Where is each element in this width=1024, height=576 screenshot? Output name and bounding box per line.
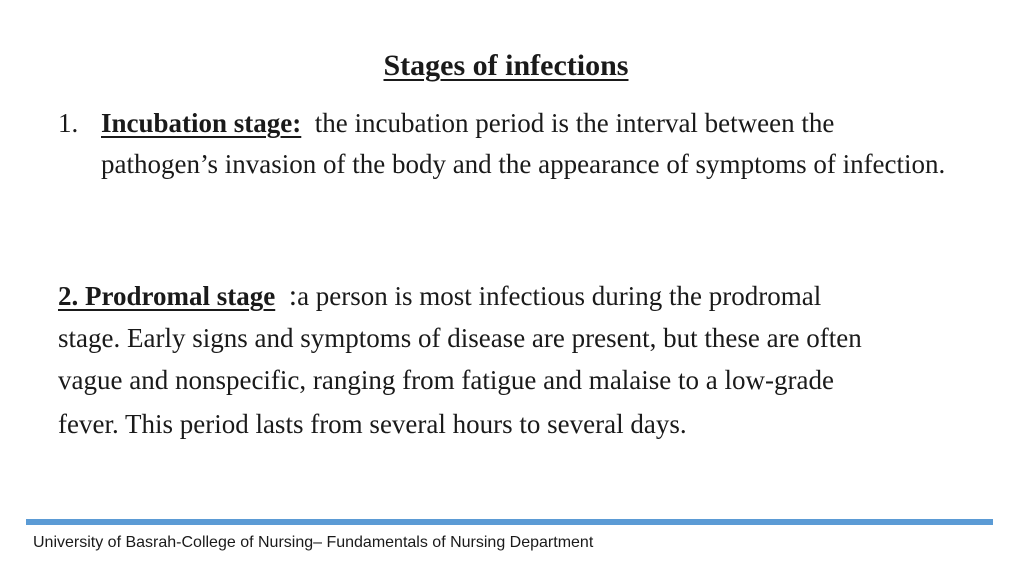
prodromal-text-line-3: vague and nonspecific, ranging from fatigue and malaise to a low-grade [58, 365, 834, 395]
prodromal-stage-item [58, 275, 958, 445]
footer-divider [26, 519, 993, 525]
incubation-stage-body [101, 103, 958, 185]
footer-text: University of Basrah-College of Nursing– Fundamentals of Nursing Department [33, 534, 594, 551]
incubation-stage-term: Incubation stage: [101, 108, 302, 138]
prodromal-text-line-2: stage. Early signs and symptoms of disease are present, but these are often [58, 323, 862, 353]
incubation-stage-item [58, 103, 958, 185]
prodromal-text-line-1: a person is most infectious during the prodromal [297, 281, 822, 311]
prodromal-separator: : [288, 279, 298, 312]
incubation-stage-text: the incubation period is the interval between the pathogen’s invasion of the body and the appearance of symptoms of infection. [101, 108, 946, 179]
prodromal-stage-term: 2. Prodromal stage [58, 281, 276, 311]
item-number: 1. [58, 108, 79, 138]
prodromal-line-1 [58, 275, 958, 317]
slide-title: Stages of infections [383, 49, 629, 82]
prodromal-text-line-4: fever. This period lasts from several hours to several days. [58, 409, 687, 439]
